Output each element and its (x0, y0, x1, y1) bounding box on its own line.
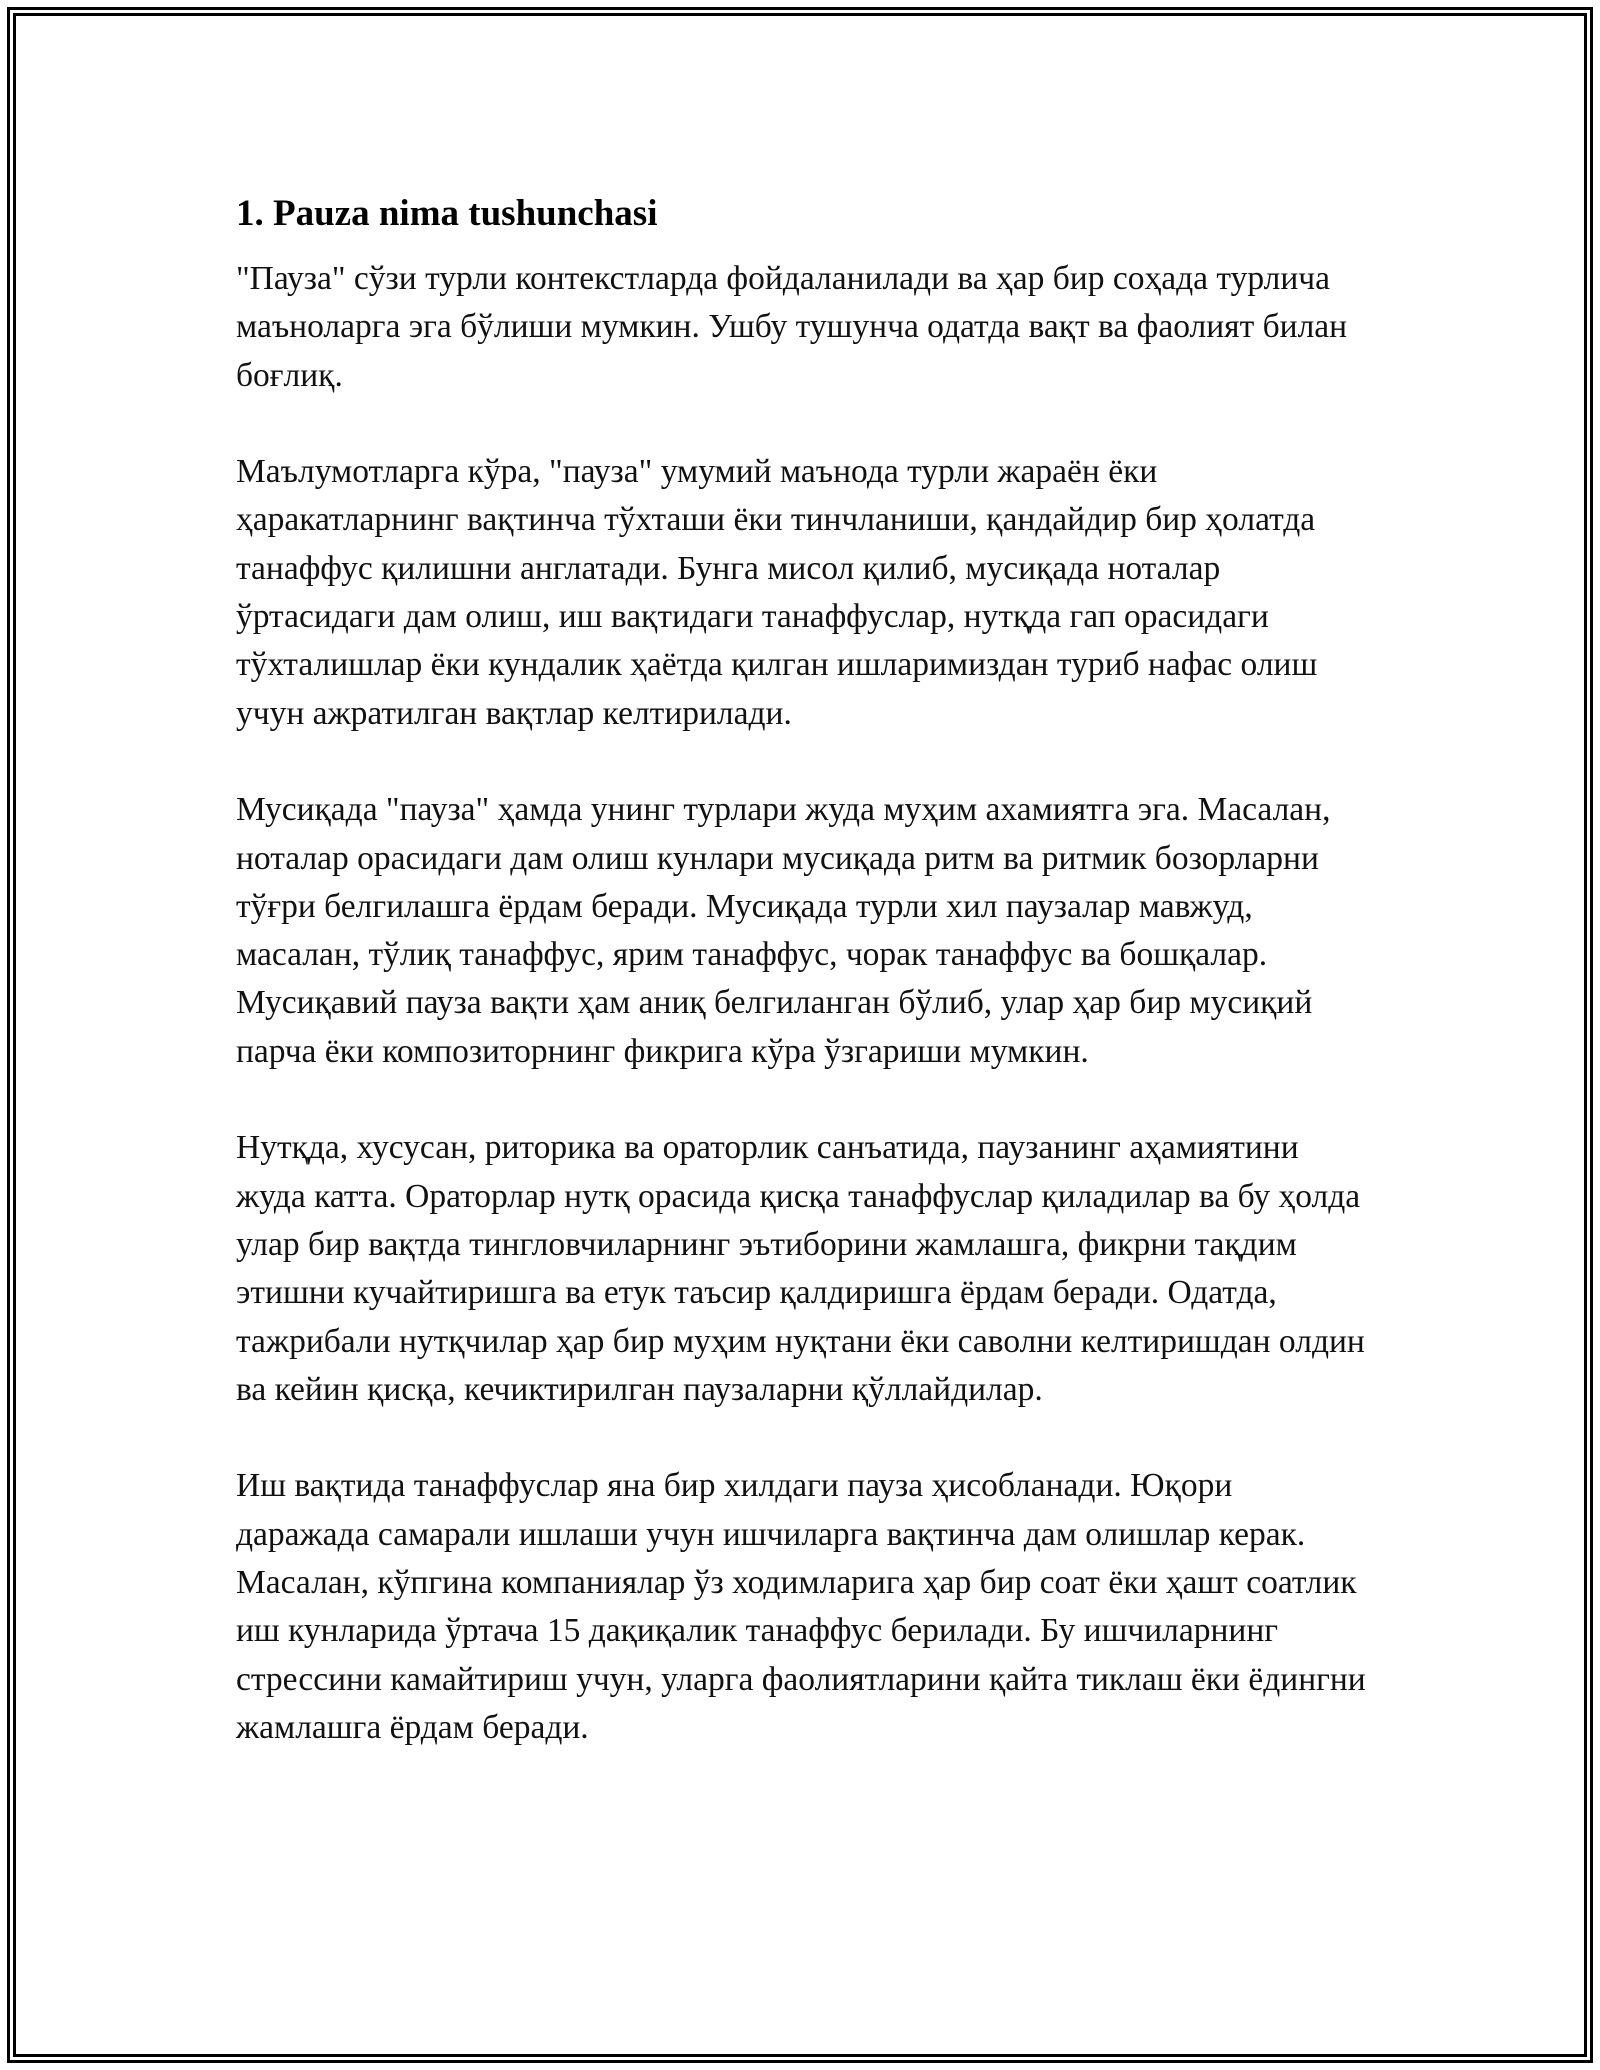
document-body (236, 186, 1366, 1752)
paragraph-general-meaning: Маълумотларга кўра, "пауза" умумий маънода турли жараён ёки ҳаракатларнинг вақтинча тўхташи ёки тинчланиши, қандайдир бир ҳолатда танаффус қилишни англатади. Бунга мисол қилиб, мусиқада ноталар ўртасидаги дам олиш, иш вақтидаги танаффуслар, нутқда гап орасидаги тўхталишлар ёки кундалик ҳаётда қилган ишларимиздан туриб нафас олиш учун ажратилган вақтлар келтирилади. (236, 453, 1318, 732)
section-heading: 1. Pauza nima tushunchasi (236, 193, 658, 234)
paragraph-intro: "Пауза" сўзи турли контекстларда фойдаланилади ва ҳар бир соҳада турлича маъноларга эга бўлиши мумкин. Ушбу тушунча одатда вақт ва фаолият билан боғлиқ. (236, 260, 1348, 394)
paragraph-work-breaks: Иш вақтида танаффуслар яна бир хилдаги пауза ҳисобланади. Юқори даражада самарали ишлаши учун ишчиларга вақтинча дам олишлар керак. Масалан, кўпгина компаниялар ўз ходимларига ҳар бир соат ёки ҳашт соатлик иш кунларида ўртача 15 дақиқалик танаффус берилади. Бу ишчиларнинг стрессини камайтириш учун, уларга фаолиятларини қайта тиклаш ёки ёдингни жамлашга ёрдам беради. (236, 1467, 1366, 1746)
paragraph-speech: Нутқда, хусусан, риторика ва ораторлик санъатида, паузанинг аҳамиятини жуда катта. Ораторлар нутқ орасида қисқа танаффуслар қиладилар ва бу ҳолда улар бир вақтда тингловчиларнинг эътиборини жамлашга, фикрни тақдим этишни кучайтиришга ва етук таъсир қалдиришга ёрдам беради. Одатда, тажрибали нутқчилар ҳар бир муҳим нуқтани ёки саволни келтиришдан олдин ва кейин қисқа, кечиктирилган паузаларни қўллайдилар. (236, 1129, 1365, 1408)
paragraph-music: Мусиқада "пауза" ҳамда унинг турлари жуда муҳим ахамиятга эга. Масалан, ноталар орасидаги дам олиш кунлари мусиқада ритм ва ритмик бозорларни тўғри белгилашга ёрдам беради. Мусиқада турли хил паузалар мавжуд, масалан, тўлиқ танаффус, ярим танаффус, чорак танаффус ва бошқалар. Мусиқавий пауза вақти ҳам аниқ белгиланган бўлиб, улар ҳар бир мусиқий парча ёки композиторнинг фикрига кўра ўзгариши мумкин. (236, 791, 1331, 1070)
